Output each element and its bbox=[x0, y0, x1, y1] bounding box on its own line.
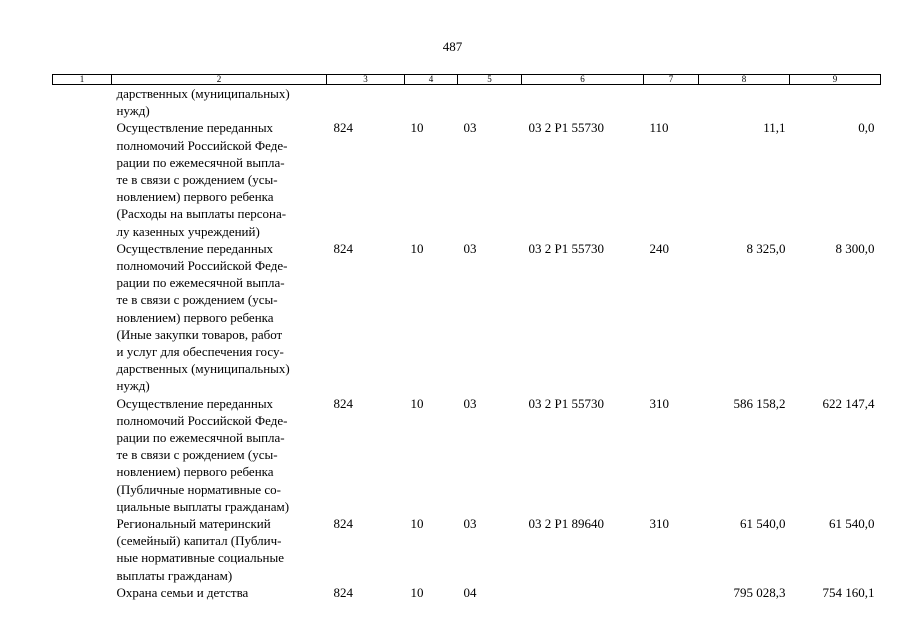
row-index-cell bbox=[53, 240, 112, 395]
expense-name: Охрана семьи и детства bbox=[116, 584, 249, 600]
section-code: 10 bbox=[410, 516, 424, 532]
section-code: 10 bbox=[410, 120, 424, 136]
row-index-cell bbox=[53, 85, 112, 120]
amount-year-1: 11,1 bbox=[763, 120, 786, 136]
table-row bbox=[53, 240, 881, 395]
grbs-code: 824 bbox=[333, 120, 353, 136]
target-article-code: 03 2 P1 89640 bbox=[528, 516, 604, 532]
section-code bbox=[405, 85, 458, 120]
target-article-code bbox=[522, 85, 644, 120]
column-number-2: 2 bbox=[112, 75, 327, 85]
expense-name: Региональный материнский (семейный) капитал (Публич- ные нормативные социальные выплаты гражданам) bbox=[116, 516, 284, 583]
target-article-code: 03 2 P1 55730 bbox=[528, 395, 604, 411]
page-number: 487 bbox=[442, 39, 463, 54]
column-number-1: 1 bbox=[53, 75, 112, 85]
column-number-5: 5 bbox=[458, 75, 522, 85]
amount-year-2: 0,0 bbox=[858, 120, 875, 136]
amount-year-2 bbox=[790, 85, 881, 120]
expense-type-code: 240 bbox=[649, 240, 669, 256]
subsection-code: 03 bbox=[463, 120, 477, 136]
subsection-code bbox=[458, 85, 522, 120]
expense-type-code: 310 bbox=[649, 395, 669, 411]
expense-name: Осуществление переданных полномочий Российской Феде- рации по ежемесячной выпла- те в связи с рождением (усы- новлением) первого ребенка (Расходы на выплаты персона- лу казенных учреждений) bbox=[116, 120, 288, 239]
row-index-cell bbox=[53, 515, 112, 584]
column-number-7: 7 bbox=[644, 75, 699, 85]
subsection-code: 04 bbox=[463, 584, 477, 600]
column-number-9: 9 bbox=[790, 75, 881, 85]
amount-year-1: 795 028,3 bbox=[733, 584, 786, 600]
header-row bbox=[53, 75, 881, 85]
row-index-cell bbox=[53, 119, 112, 239]
amount-year-2: 622 147,4 bbox=[822, 395, 875, 411]
subsection-code: 03 bbox=[463, 240, 477, 256]
expense-type-code bbox=[644, 584, 699, 601]
expense-type-code bbox=[644, 85, 699, 120]
column-number-4: 4 bbox=[405, 75, 458, 85]
section-code: 10 bbox=[410, 584, 424, 600]
table-row bbox=[53, 515, 881, 584]
expense-type-code: 110 bbox=[649, 120, 669, 136]
grbs-code bbox=[327, 85, 405, 120]
table-row bbox=[53, 85, 881, 120]
target-article-code: 03 2 P1 55730 bbox=[528, 240, 604, 256]
section-code: 10 bbox=[410, 395, 424, 411]
row-index-cell bbox=[53, 395, 112, 515]
expense-type-code: 310 bbox=[649, 516, 669, 532]
expense-name: Осуществление переданных полномочий Российской Феде- рации по ежемесячной выпла- те в связи с рождением (усы- новлением) первого ребенка (Иные закупки товаров, работ и услуг для обеспечения госу- дарственных (муниципальных) нужд) bbox=[116, 240, 290, 394]
amount-year-1: 8 325,0 bbox=[746, 240, 786, 256]
grbs-code: 824 bbox=[333, 584, 353, 600]
target-article-code: 03 2 P1 55730 bbox=[528, 120, 604, 136]
table-header bbox=[53, 75, 881, 85]
amount-year-1 bbox=[699, 85, 790, 120]
table-row bbox=[53, 119, 881, 239]
expense-name: дарственных (муниципальных) нужд) bbox=[116, 86, 290, 119]
column-number-8: 8 bbox=[699, 75, 790, 85]
grbs-code: 824 bbox=[333, 240, 353, 256]
amount-year-2: 8 300,0 bbox=[835, 240, 875, 256]
grbs-code: 824 bbox=[333, 395, 353, 411]
subsection-code: 03 bbox=[463, 395, 477, 411]
target-article-code bbox=[522, 584, 644, 601]
row-index-cell bbox=[53, 584, 112, 601]
amount-year-1: 586 158,2 bbox=[733, 395, 786, 411]
amount-year-2: 754 160,1 bbox=[822, 584, 875, 600]
subsection-code: 03 bbox=[463, 516, 477, 532]
table-row bbox=[53, 395, 881, 515]
grbs-code: 824 bbox=[333, 516, 353, 532]
column-number-6: 6 bbox=[522, 75, 644, 85]
section-code: 10 bbox=[410, 240, 424, 256]
amount-year-1: 61 540,0 bbox=[740, 516, 786, 532]
table-body bbox=[53, 85, 881, 602]
expense-name: Осуществление переданных полномочий Российской Феде- рации по ежемесячной выпла- те в связи с рождением (усы- новлением) первого ребенка (Публичные нормативные со- циальные выплаты гражданам) bbox=[116, 395, 290, 514]
budget-table bbox=[52, 74, 881, 601]
amount-year-2: 61 540,0 bbox=[829, 516, 875, 532]
column-number-3: 3 bbox=[327, 75, 405, 85]
table-row bbox=[53, 584, 881, 601]
